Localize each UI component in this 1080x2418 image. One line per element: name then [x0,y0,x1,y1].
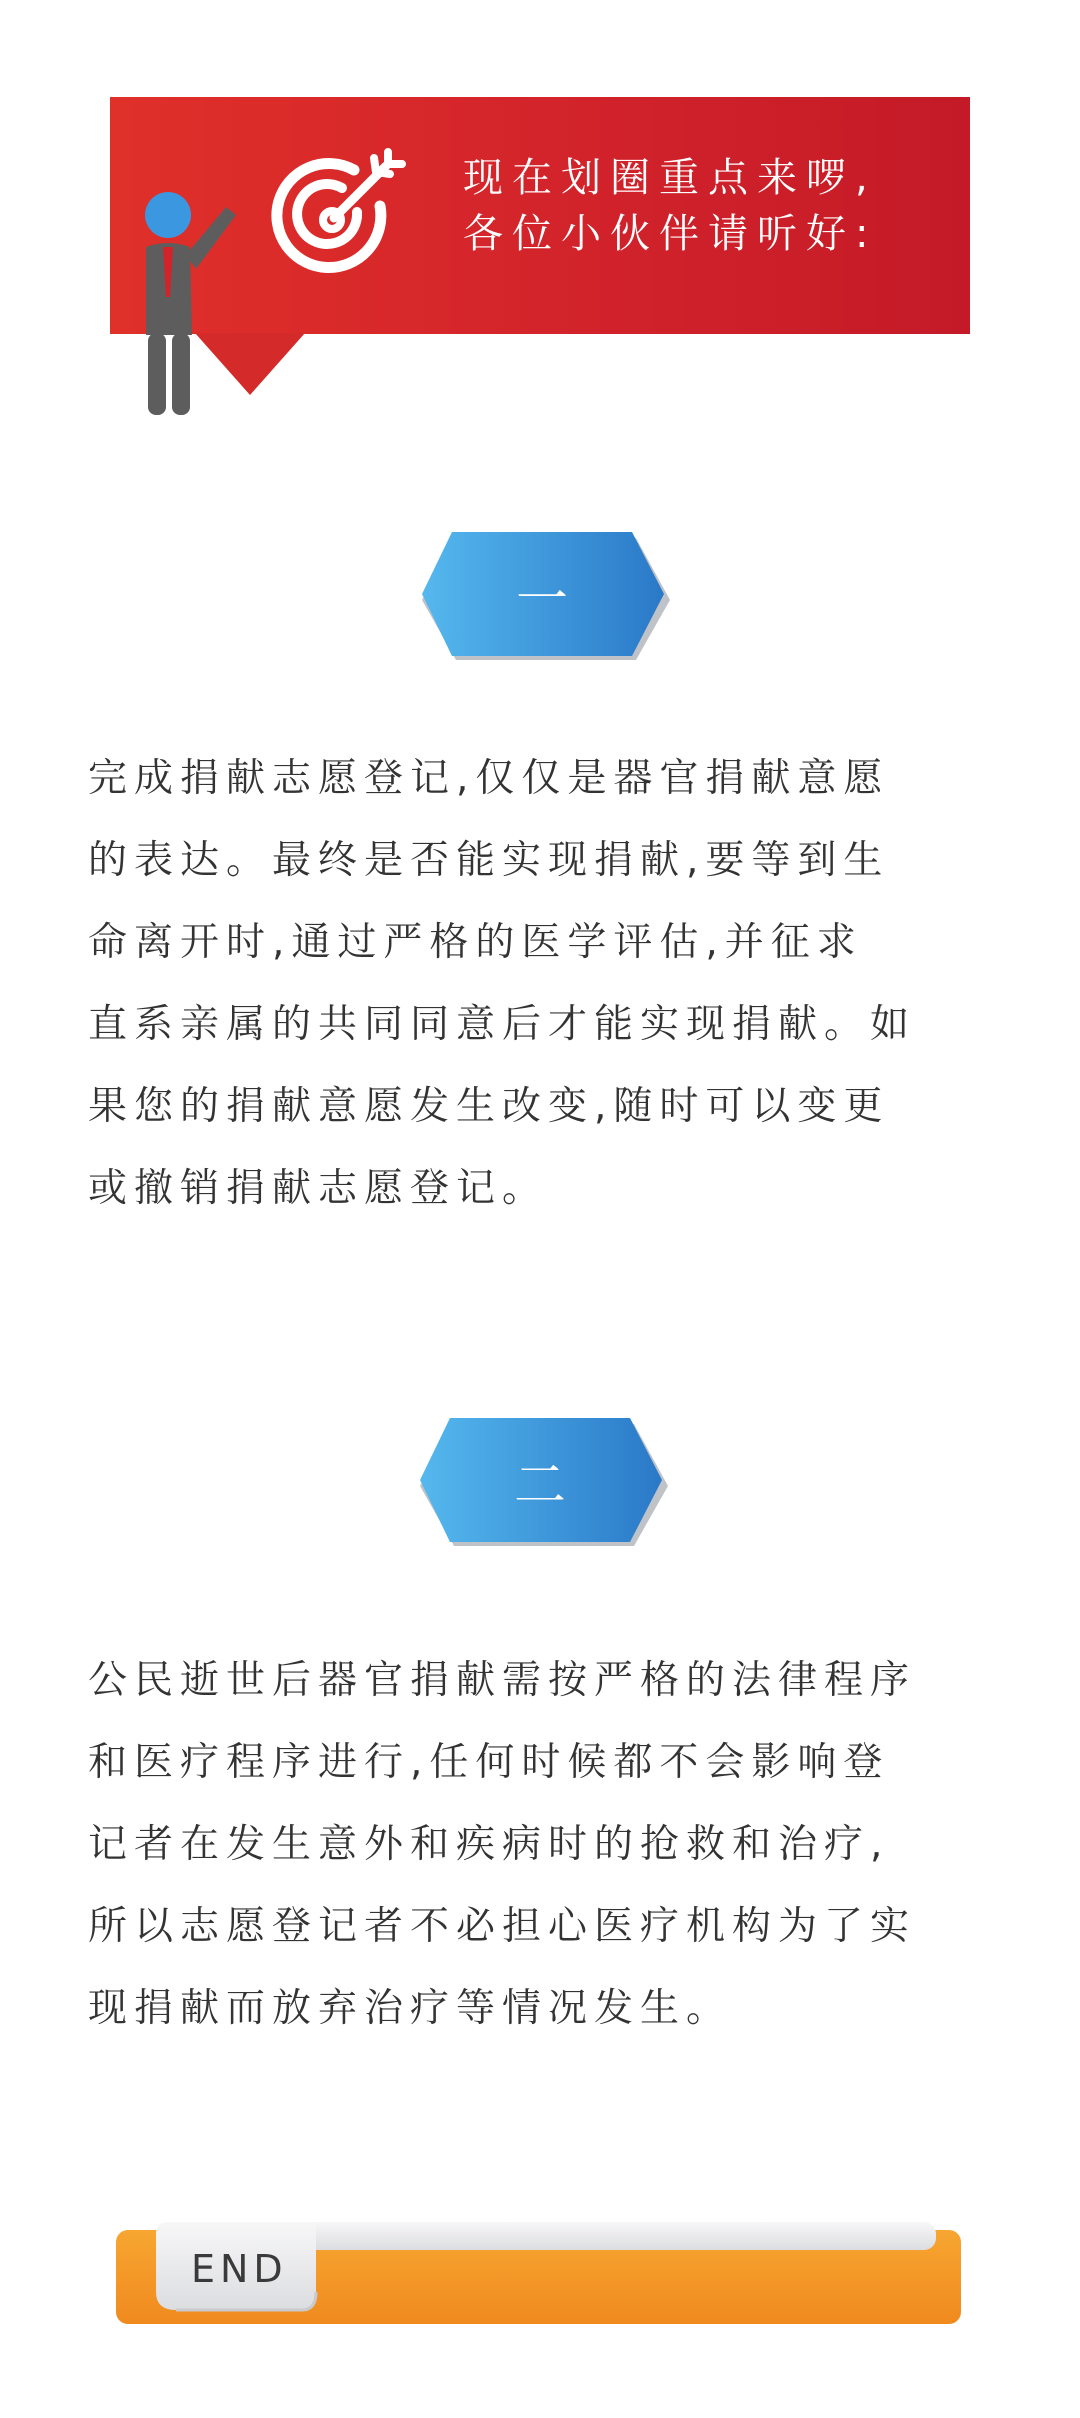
text-line: 直系亲属的共同同意后才能实现捐献。如 [88,1002,917,1047]
banner-line-2: 各位小伙伴请听好: [463,211,878,257]
section-text-1 [88,738,993,1230]
text-line: 命离开时,通过严格的医学评估,并征求 [88,920,863,965]
text-line: 的表达。最终是否能实现捐献,要等到生 [88,838,890,883]
section-badge-2 [420,1418,670,1548]
banner-line-1: 现在划圈重点来啰, [463,155,877,201]
section-text-2 [88,1640,993,2050]
text-line: 和医疗程序进行,任何时候都不会影响登 [88,1740,890,1785]
text-line: 现捐献而放弃治疗等情况发生。 [88,1986,733,2031]
banner-message [463,150,877,262]
text-line: 完成捐献志愿登记,仅仅是器官捐献意愿 [88,756,890,801]
end-label: END [191,2247,288,2291]
text-line: 所以志愿登记者不必担心医疗机构为了实 [88,1904,917,1949]
section-label-1: 一 [515,569,568,630]
section-badge-1 [422,532,672,662]
target-icon [262,148,412,288]
text-line: 或撤销捐献志愿登记。 [88,1166,549,1211]
end-banner [116,2222,961,2332]
text-line: 果您的捐献意愿发生改变,随时可以变更 [88,1084,890,1129]
presenter-icon [130,185,250,415]
section-label-2: 二 [513,1455,566,1516]
text-line: 公民逝世后器官捐献需按严格的法律程序 [88,1658,917,1703]
text-line: 记者在发生意外和疾病时的抢救和治疗, [88,1822,890,1867]
